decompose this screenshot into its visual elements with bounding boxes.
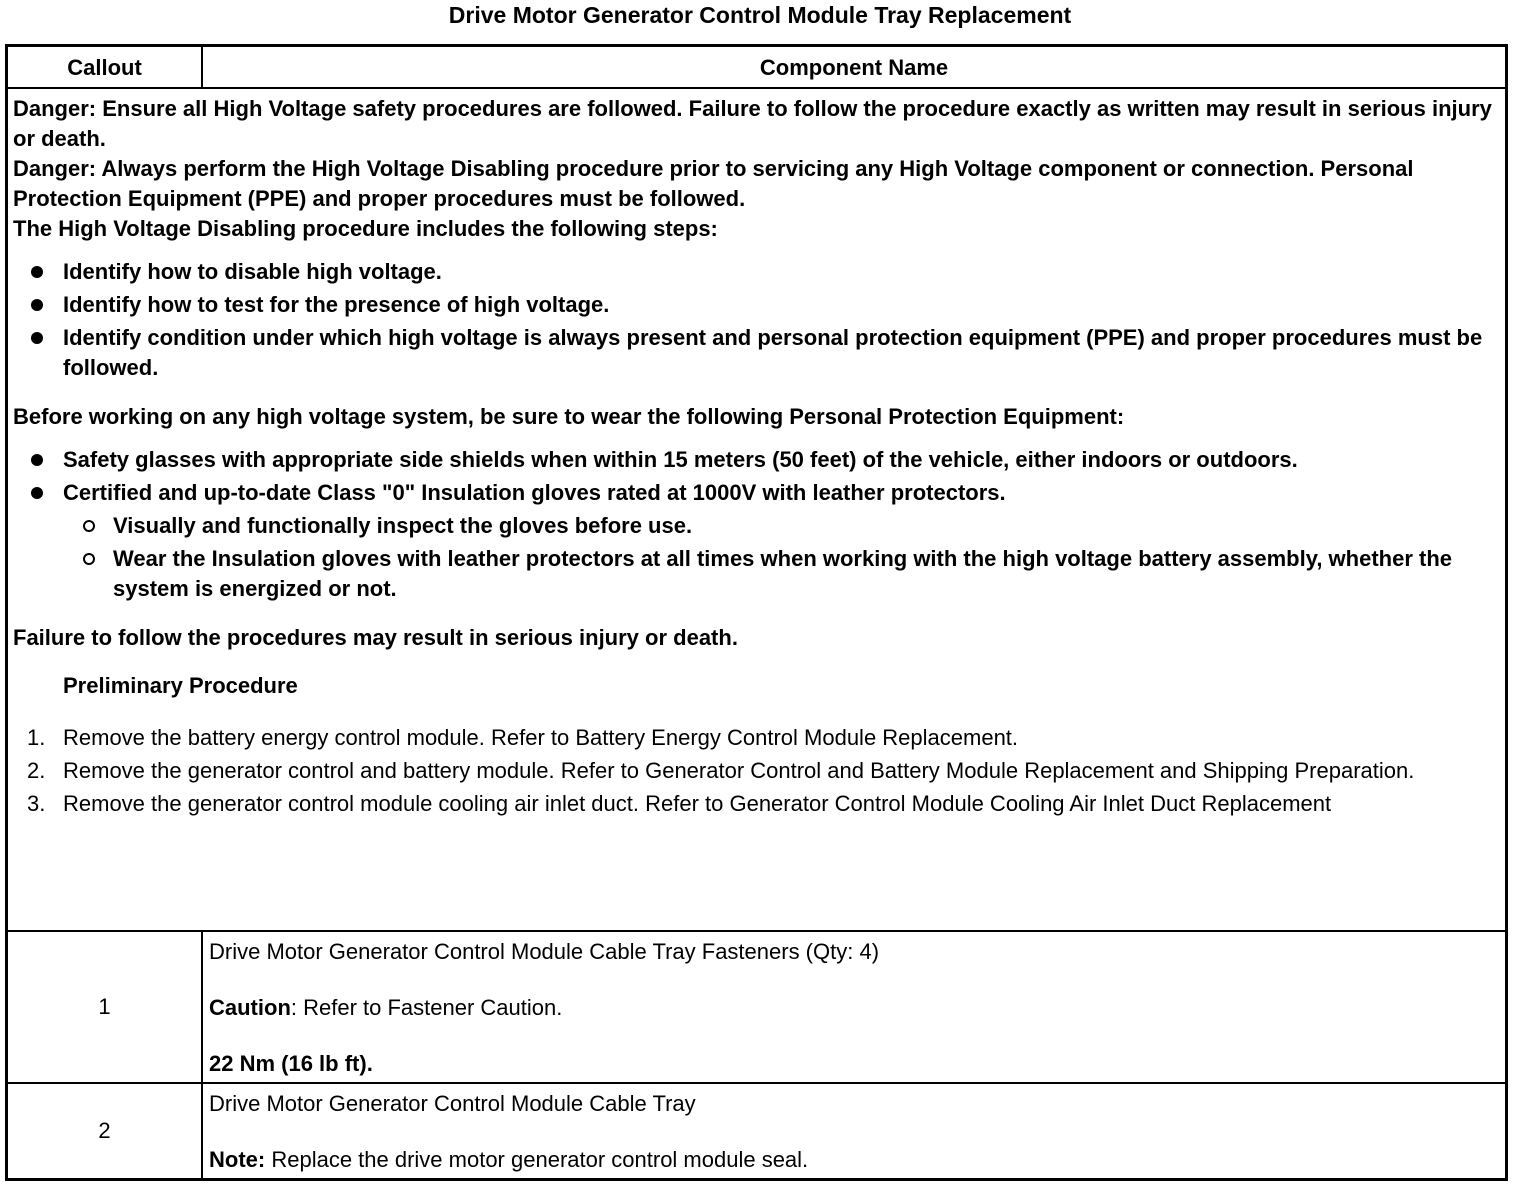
preliminary-procedure-heading: Preliminary Procedure bbox=[63, 673, 298, 698]
list-item: Identify condition under which high voltage is always present and personal protection equipment (PPE) and proper procedures must be followed. bbox=[13, 323, 1501, 383]
ppe-intro: Before working on any high voltage system, be sure to wear the following Personal Protection Equipment: bbox=[13, 404, 1125, 429]
page-title: Drive Motor Generator Control Module Tray Replacement bbox=[448, 2, 1072, 28]
caution-text: : Refer to Fastener Caution. bbox=[290, 995, 563, 1020]
callout-column-header: Callout bbox=[8, 47, 203, 87]
disabling-steps-list bbox=[13, 257, 1501, 383]
component-name-cell bbox=[203, 932, 1505, 1082]
note-line bbox=[209, 1145, 1499, 1175]
caution-line bbox=[209, 993, 1499, 1023]
disabling-steps-intro: The High Voltage Disabling procedure includes the following steps: bbox=[13, 216, 718, 241]
list-item: Certified and up-to-date Class "0" Insulation gloves rated at 1000V with leather protectors. Visually and functionally inspect the gloves before use. Wear the Insulation gloves with leather protectors at all times when working with the high voltage battery assembly, whether the system is energized or not. bbox=[13, 478, 1501, 604]
list-item: Identify how to test for the presence of high voltage. bbox=[13, 290, 1501, 320]
ppe-list bbox=[13, 445, 1501, 604]
list-item: Wear the Insulation gloves with leather protectors at all times when working with the high voltage battery assembly, whether the system is energized or not. bbox=[63, 544, 1501, 604]
hollow-bullet-icon bbox=[83, 520, 95, 532]
list-item: 3. Remove the generator control module cooling air inlet duct. Refer to Generator Control Module Cooling Air Inlet Duct Replacement bbox=[27, 791, 1332, 816]
table-header-row bbox=[8, 47, 1505, 89]
bullet-icon bbox=[31, 299, 43, 311]
table-row bbox=[8, 932, 1505, 1084]
list-item: 1. Remove the battery energy control module. Refer to Battery Energy Control Module Replacement. bbox=[27, 725, 1019, 750]
bullet-icon bbox=[31, 454, 43, 466]
torque-spec: 22 Nm (16 lb ft). bbox=[209, 1051, 373, 1076]
glove-sublist bbox=[63, 511, 1501, 604]
table-row bbox=[8, 1084, 1505, 1178]
safety-instructions-cell bbox=[8, 89, 1505, 932]
callout-number: 1 bbox=[8, 932, 203, 1082]
bullet-icon bbox=[31, 487, 43, 499]
list-item: Identify how to disable high voltage. bbox=[13, 257, 1501, 287]
note-label: Note: bbox=[209, 1147, 266, 1172]
danger-disable-high-voltage: Danger: Always perform the High Voltage Disabling procedure prior to servicing any High Voltage component or connection. Personal Protection Equipment (PPE) and proper procedures must be followed. bbox=[13, 156, 1414, 211]
bullet-icon bbox=[31, 332, 43, 344]
procedure-table bbox=[5, 44, 1508, 1181]
component-name-column-header: Component Name bbox=[759, 55, 949, 80]
preliminary-steps-list bbox=[13, 723, 1501, 819]
failure-warning: Failure to follow the procedures may result in serious injury or death. bbox=[13, 625, 738, 650]
caution-label: Caution bbox=[209, 995, 291, 1020]
component-name: Drive Motor Generator Control Module Cable Tray bbox=[209, 1091, 696, 1116]
danger-ensure-procedures: Danger: Ensure all High Voltage safety procedures are followed. Failure to follow the procedure exactly as written may result in serious injury or death. bbox=[13, 96, 1492, 151]
list-item: 2. Remove the generator control and battery module. Refer to Generator Control and Battery Module Replacement and Shipping Preparation. bbox=[27, 758, 1415, 783]
component-name: Drive Motor Generator Control Module Cable Tray Fasteners (Qty: 4) bbox=[209, 939, 880, 964]
component-name-cell bbox=[203, 1084, 1505, 1178]
bullet-icon bbox=[31, 266, 43, 278]
list-item: Safety glasses with appropriate side shields when within 15 meters (50 feet) of the vehicle, either indoors or outdoors. bbox=[13, 445, 1501, 475]
hollow-bullet-icon bbox=[83, 553, 95, 565]
list-item: Visually and functionally inspect the gloves before use. bbox=[63, 511, 1501, 541]
callout-number: 2 bbox=[8, 1084, 203, 1178]
note-text: Replace the drive motor generator control module seal. bbox=[265, 1147, 809, 1172]
